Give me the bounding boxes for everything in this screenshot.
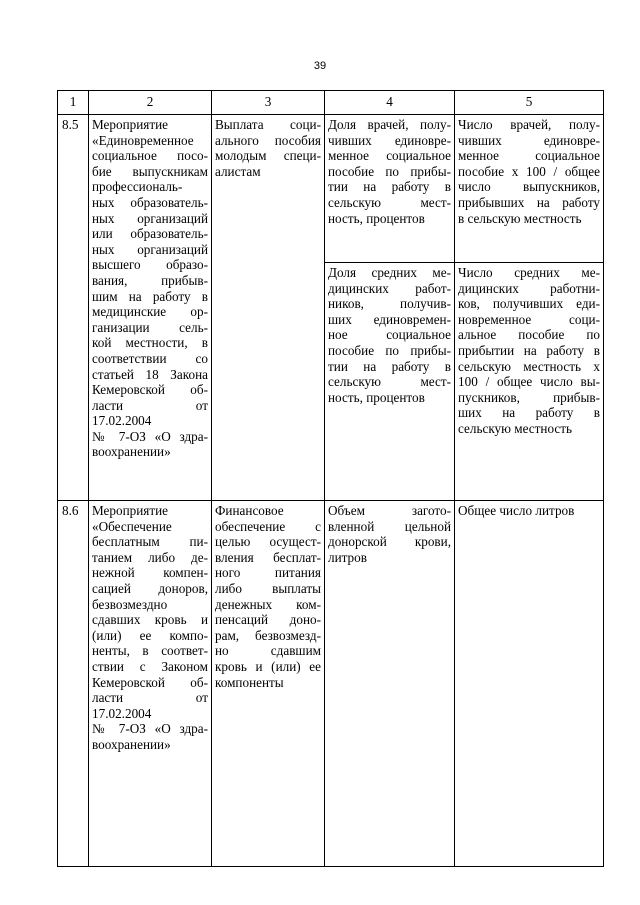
text-line: ных организаций: [92, 241, 208, 257]
formula-cell: [455, 115, 604, 263]
text-line: медицинские ор-: [92, 304, 208, 320]
text-line: ганизации сель-: [92, 319, 208, 335]
text-line: ное социальное: [328, 327, 451, 343]
text-line: Мероприятие: [92, 503, 169, 518]
text-line: вания, прибыв-: [92, 272, 208, 288]
text-line: 17.02.2004: [92, 413, 152, 429]
text-line: Финансовое: [215, 503, 284, 518]
text-line: ность, процентов: [328, 389, 425, 405]
text-line: бесплатным пи-: [92, 534, 208, 550]
text-line: нежной компен-: [92, 565, 208, 581]
text-line: чивших единовре-: [328, 132, 451, 148]
text-line: соответствии со: [92, 350, 208, 366]
text-line: 100 / общее число вы-: [458, 374, 600, 390]
text-line: но сдавшим: [215, 643, 321, 659]
text-line: статьей 18 Закона: [92, 366, 208, 382]
header-cell-1: 1: [58, 91, 89, 115]
text-line: дицинских работ-: [328, 280, 451, 296]
text-line: ненты, в соответ-: [92, 643, 208, 659]
text-line: профессиональ-: [92, 179, 183, 195]
text-line: обеспечение с: [215, 518, 321, 534]
text-line: ного питания: [215, 565, 321, 581]
text-line: шим на работу в: [92, 288, 208, 304]
text-line: тии на работу в: [328, 179, 451, 195]
row-number: 8.6: [58, 501, 89, 867]
header-cell-5: 5: [455, 91, 604, 115]
text-line: ласти от: [92, 690, 208, 706]
text-line: Число средних ме-: [458, 265, 600, 280]
text-line: менное социальное: [328, 148, 451, 164]
header-cell-3: 3: [212, 91, 325, 115]
text-line: прибытии на работу в: [458, 342, 600, 358]
text-line: танием либо де-: [92, 549, 208, 565]
text-line: Доля средних ме-: [328, 265, 451, 280]
text-line: кой местности, в: [92, 335, 208, 351]
text-line: ших на работу в: [458, 405, 600, 421]
text-line: донорской крови,: [328, 534, 451, 550]
text-line: Число врачей, полу-: [458, 117, 600, 132]
text-line: воохранении»: [92, 736, 171, 752]
text-line: сельскую мест-: [328, 194, 451, 210]
text-line: Кемеровской об-: [92, 382, 208, 398]
measure-cell: [89, 115, 212, 501]
text-line: 17.02.2004: [92, 705, 152, 721]
text-line: Общее число литров: [458, 503, 575, 518]
text-line: менное социальное: [458, 148, 600, 164]
text-line: литров: [328, 549, 367, 565]
text-line: новременное соци-: [458, 311, 600, 327]
text-line: Выплата соци-: [215, 117, 321, 132]
text-line: сацией доноров,: [92, 580, 208, 596]
text-line: число выпускников,: [458, 179, 600, 195]
text-line: денежных ком-: [215, 596, 321, 612]
formula-cell: [455, 263, 604, 501]
indicators-table: [57, 90, 604, 867]
text-line: сдавших кровь и: [92, 612, 208, 628]
row-number: 8.5: [58, 115, 89, 501]
page-number: 39: [313, 60, 327, 72]
text-line: ласти от: [92, 397, 208, 413]
header-cell-2: 2: [89, 91, 212, 115]
text-line: Кемеровской об-: [92, 674, 208, 690]
text-line: ков, получивших еди-: [458, 296, 600, 312]
text-line: в сельскую местность: [458, 210, 582, 226]
table-row-8-6: [58, 501, 604, 867]
result-cell: [212, 115, 325, 501]
text-line: пенсаций доно-: [215, 612, 321, 628]
text-line: № 7-ОЗ «О здра-: [92, 428, 208, 444]
text-line: рам, безвозмезд-: [215, 627, 321, 643]
text-line: пособие по прибы-: [328, 163, 451, 179]
text-line: пускников, прибыв-: [458, 389, 600, 405]
text-line: бие выпускникам: [92, 163, 208, 179]
table-row-8-5: [58, 115, 604, 263]
text-line: пособие по прибы-: [328, 342, 451, 358]
text-line: вленной цельной: [328, 518, 451, 534]
text-line: либо выплаты: [215, 580, 321, 596]
text-line: ных образователь-: [92, 194, 208, 210]
text-line: молодым специ-: [215, 148, 321, 164]
text-line: ность, процентов: [328, 210, 425, 226]
text-line: сельскую мест-: [328, 374, 451, 390]
text-line: воохранении»: [92, 444, 171, 460]
header-cell-4: 4: [325, 91, 455, 115]
measure-cell: [89, 501, 212, 867]
text-line: безвозмездно: [92, 596, 168, 612]
text-line: № 7-ОЗ «О здра-: [92, 721, 208, 737]
text-line: «Обеспечение: [92, 518, 172, 534]
text-line: социальное посо-: [92, 148, 208, 164]
text-line: вления бесплат-: [215, 549, 321, 565]
table-header-row: [58, 91, 604, 115]
indicator-cell: [325, 263, 455, 501]
text-line: ных организаций: [92, 210, 208, 226]
text-line: Объем загото-: [328, 503, 451, 518]
text-line: «Единовременное: [92, 132, 194, 148]
text-line: ших единовремен-: [328, 311, 451, 327]
text-line: чивших единовре-: [458, 132, 600, 148]
text-line: сельскую местность: [458, 420, 573, 436]
text-line: Мероприятие: [92, 117, 169, 132]
text-line: ального пособия: [215, 132, 321, 148]
text-line: прибывших на работу: [458, 194, 600, 210]
text-line: компоненты: [215, 674, 284, 690]
text-line: дицинских работни-: [458, 280, 600, 296]
text-line: ствии с Законом: [92, 658, 208, 674]
text-line: целью осущест-: [215, 534, 321, 550]
text-line: кровь и (или) ее: [215, 658, 321, 674]
text-line: пособие х 100 / общее: [458, 163, 600, 179]
indicator-cell: [325, 115, 455, 263]
text-line: сельскую местность х: [458, 358, 600, 374]
text-line: или образователь-: [92, 226, 208, 242]
text-line: альное пособие по: [458, 327, 600, 343]
formula-cell: [455, 501, 604, 867]
text-line: ников, получив-: [328, 296, 451, 312]
text-line: (или) ее компо-: [92, 627, 208, 643]
text-line: алистам: [215, 163, 261, 179]
indicator-cell: [325, 501, 455, 867]
text-line: высшего образо-: [92, 257, 208, 273]
text-line: тии на работу в: [328, 358, 451, 374]
text-line: Доля врачей, полу-: [328, 117, 451, 132]
result-cell: [212, 501, 325, 867]
